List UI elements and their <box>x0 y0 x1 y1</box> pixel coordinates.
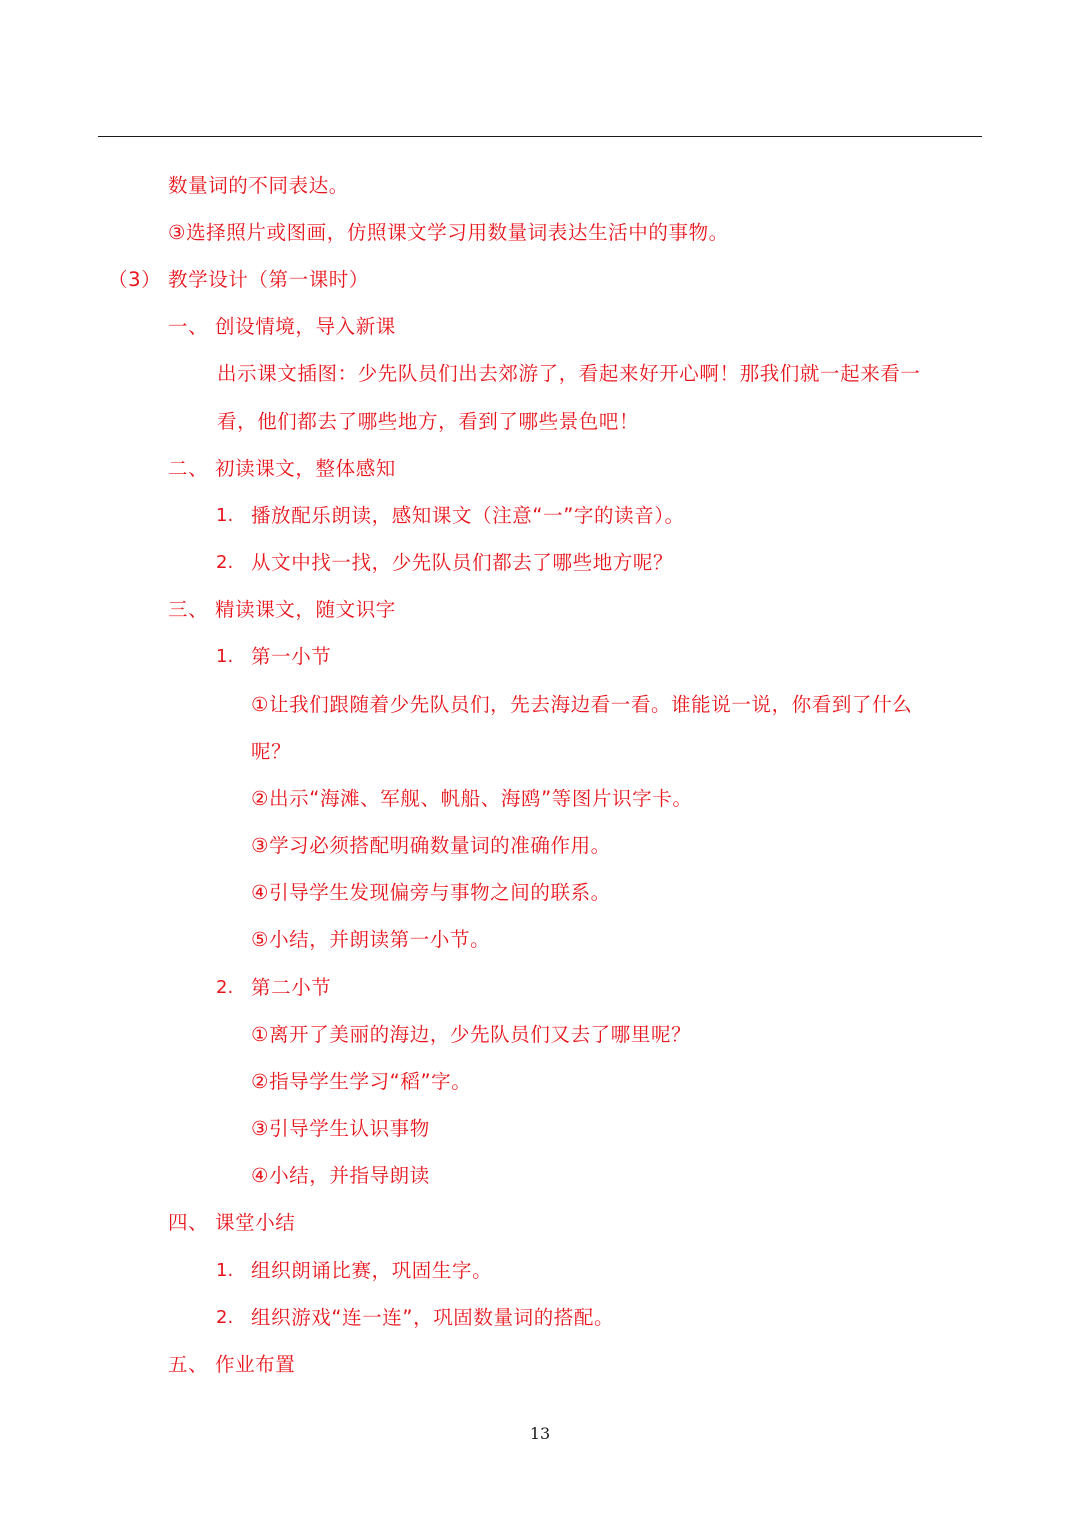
part-2-heading: 二、 初读课文，整体感知 <box>168 457 396 480</box>
part-3-sub-1-step: ①让我们跟随着少先队员们，先去海边看一看。谁能说一说，你看到了什么 <box>251 693 913 716</box>
part-3-sub-1-step: ②出示“海滩、军舰、帆船、海鸥”等图片识字卡。 <box>251 787 693 810</box>
part-3-sub-1-title: 第一小节 <box>251 645 332 668</box>
part-3-sub-1-step: ⑤小结，并朗读第一小节。 <box>251 928 491 951</box>
part-3-heading: 三、 精读课文，随文识字 <box>168 598 396 621</box>
part-4-item-2-number: 2. <box>216 1307 234 1328</box>
part-2-item-2-text: 从文中找一找，少先队员们都去了哪些地方呢？ <box>251 551 674 574</box>
part-4-item-2-text: 组织游戏“连一连”，巩固数量词的搭配。 <box>251 1306 615 1329</box>
part-1-heading: 一、 创设情境，导入新课 <box>168 315 396 338</box>
page-number: 13 <box>529 1424 551 1443</box>
intro-line-1: 数量词的不同表达。 <box>168 174 349 197</box>
part-3-sub-2-step: ④小结，并指导朗读 <box>251 1164 430 1187</box>
part-5-heading: 五、 作业布置 <box>168 1353 296 1376</box>
part-3-sub-2-number: 2. <box>216 977 234 998</box>
part-2-item-2-number: 2. <box>216 552 234 573</box>
part-1-line-1: 出示课文插图：少先队员们出去郊游了，看起来好开心啊！那我们就一起来看一 <box>217 362 921 385</box>
header-rule <box>98 136 982 137</box>
part-4-item-1-number: 1. <box>216 1260 234 1281</box>
part-3-sub-1-step: 呢？ <box>251 740 292 763</box>
part-4-heading: 四、 课堂小结 <box>168 1211 296 1234</box>
section-3-title: （3） 教学设计（第一课时） <box>108 268 370 291</box>
part-3-sub-2-step: ②指导学生学习“稻”字。 <box>251 1070 472 1093</box>
part-3-sub-2-step: ③引导学生认识事物 <box>251 1117 430 1140</box>
intro-line-2: ③选择照片或图画，仿照课文学习用数量词表达生活中的事物。 <box>168 221 729 244</box>
part-3-sub-1-number: 1. <box>216 646 234 667</box>
part-3-sub-2-step: ①离开了美丽的海边，少先队员们又去了哪里呢？ <box>251 1023 692 1046</box>
part-4-item-1-text: 组织朗诵比赛，巩固生字。 <box>251 1259 493 1282</box>
part-3-sub-2-title: 第二小节 <box>251 976 332 999</box>
part-2-item-1-number: 1. <box>216 505 234 526</box>
part-2-item-1-text: 播放配乐朗读，感知课文（注意“一”字的读音）。 <box>251 504 685 527</box>
part-3-sub-1-step: ④引导学生发现偏旁与事物之间的联系。 <box>251 881 611 904</box>
part-1-line-2: 看，他们都去了哪些地方，看到了哪些景色吧！ <box>217 410 640 433</box>
part-3-sub-1-step: ③学习必须搭配明确数量词的准确作用。 <box>251 834 611 857</box>
